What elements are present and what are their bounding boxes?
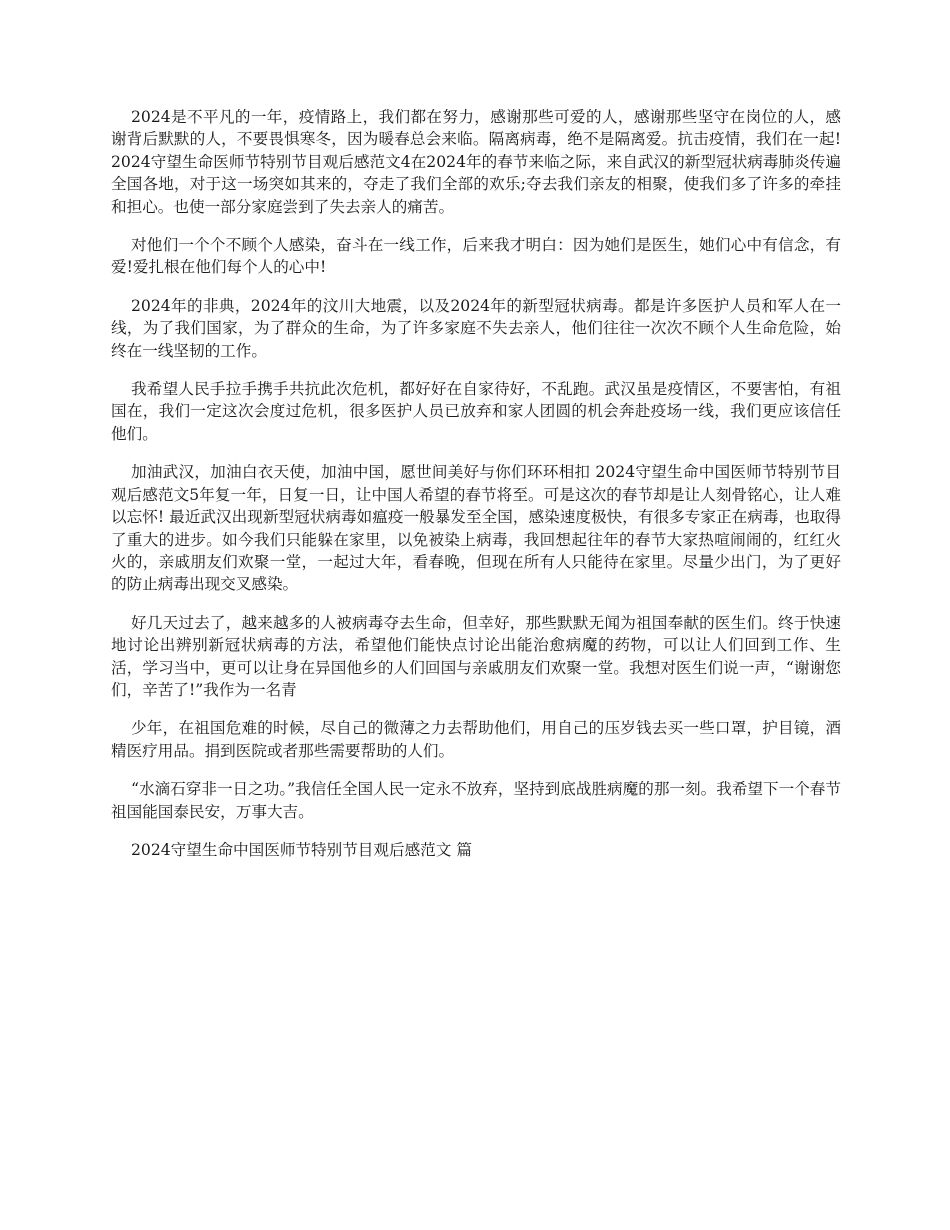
paragraph-1: 2024是不平凡的一年，疫情路上，我们都在努力，感谢那些可爱的人，感谢那些坚守在岗位的人，感谢背后默默的人，不要畏惧寒冬，因为暖春总会来临。隔离病毒，绝不是隔离爱。抗击疫情，我们在一起! 2024守望生命医师节特别节目观后感范文4在2024年的春节来临之际，来自武汉的新型冠状病毒肺炎传遍全国各地，对于这一场突如其来的，夺走了我们全部的欢乐;夺去我们亲友的相聚，使我们多了许多的牵挂和担心。也使一部分家庭尝到了失去亲人的痛苦。 xyxy=(111,108,841,216)
paragraph-6: 好几天过去了，越来越多的人被病毒夺去生命，但幸好，那些默默无闻为祖国奉献的医生们。终于快速地讨论出辨别新冠状病毒的方法，希望他们能快点讨论出能治愈病魔的药物，可以让人们回到工作、生活，学习当中，更可以让身在异国他乡的人们回国与亲戚朋友们欢聚一堂。我想对医生们说一声，“谢谢您们，辛苦了!”我作为一名青 xyxy=(111,613,841,699)
paragraph-4: 我希望人民手拉手携手共抗此次危机，都好好在自家待好，不乱跑。武汉虽是疫情区，不要害怕，有祖国在，我们一定这次会度过危机，很多医护人员已放弃和家人团圆的机会奔赴疫场一线，我们更应该信任他们。 xyxy=(111,380,841,443)
paragraph-7: 少年，在祖国危难的时候，尽自己的微薄之力去帮助他们，用自己的压岁钱去买一些口罩，护目镜，酒精医疗用品。捐到医院或者那些需要帮助的人们。 xyxy=(111,719,841,760)
paragraph-3: 2024年的非典，2024年的汶川大地震，以及2024年的新型冠状病毒。都是许多医护人员和军人在一线，为了我们国家，为了群众的生命，为了许多家庭不失去亲人，他们往往一次次不顾个人生命危险，始终在一线坚韧的工作。 xyxy=(111,296,841,360)
document-body xyxy=(111,106,841,877)
section-heading: 2024守望生命中国医师节特别节目观后感范文 篇 xyxy=(131,840,472,859)
paragraph-8: “水滴石穿非一日之功。”我信任全国人民一定永不放弃，坚持到底战胜病魔的那一刻。我希望下一个春节祖国能国泰民安，万事大吉。 xyxy=(111,780,841,821)
paragraph-5: 加油武汉，加油白衣天使，加油中国，愿世间美好与你们环环相扣 2024守望生命中国医师节特别节目观后感范文5年复一年，日复一日，让中国人希望的春节将至。可是这次的春节却是让人刻骨铭心，让人难以忘怀! 最近武汉出现新型冠状病毒如瘟疫一般暴发至全国，感染速度极快，有很多专家正在病毒，也取得了重大的进步。如今我们只能躲在家里，以免被染上病毒，我回想起往年的春节大家热喧闹闹的，红红火火的，亲戚朋友们欢聚一堂，一起过大年，看春晚，但现在所有人只能待在家里。尽量少出门，为了更好的防止病毒出现交叉感染。 xyxy=(111,463,841,594)
paragraph-2: 对他们一个个不顾个人感染，奋斗在一线工作，后来我才明白：因为她们是医生，她们心中有信念，有爱!爱扎根在他们每个人的心中! xyxy=(111,236,841,277)
